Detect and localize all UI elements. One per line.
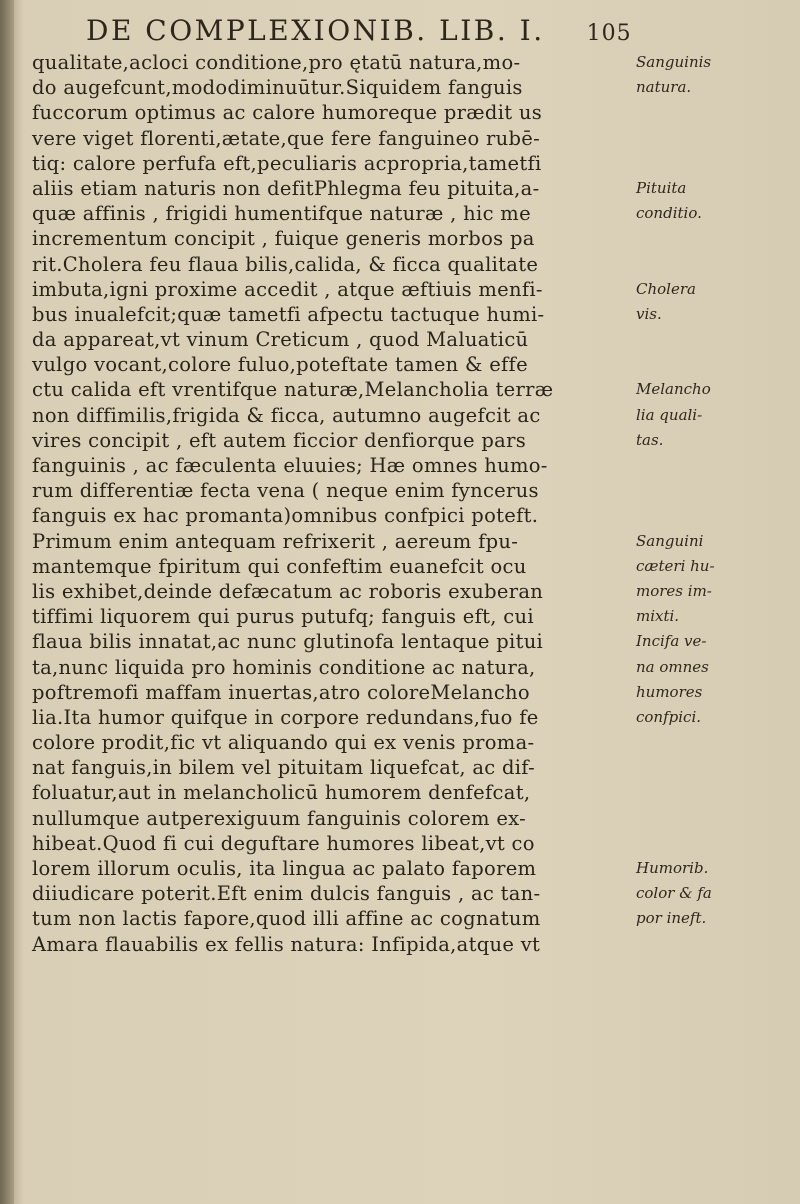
margin-note: Pituita [636,178,687,197]
text-line: da appareat,vt vinum Creticum , quod Maluaticū [32,328,529,352]
text-line: hibeat.Quod fi cui deguftare humores libeat,vt co [32,831,535,855]
text-line: tiffimi liquorem qui purus putufq; fanguis eft, cui [32,605,534,629]
text-line: flaua bilis innatat,ac nunc glutinofa lentaque pitui [32,630,544,654]
text-line: rum differentiæ fecta vena ( neque enim fyncerus [32,479,539,503]
text-line: tiq: calore perfufa eft,peculiaris acpropria,tametfi [32,151,542,175]
margin-note [636,478,786,503]
text-line: nullumque autperexiguum fanguinis colorem ex- [32,806,527,830]
margin-note: humores [636,682,703,701]
text-line: incrementum concipit , fuique generis morbos pa [32,227,535,251]
margin-note [636,252,786,277]
text-line: ta,nunc liquida pro hominis conditione ac natura, [32,655,536,679]
text-line: rit.Cholera feu flaua bilis,calida, & ficca qualitate [32,252,539,276]
text-line: diiudicare poterit.Eft enim dulcis fanguis , ac tan- [32,882,541,906]
text-line: do augefcunt,mododiminuūtur.Siquidem fanguis [32,76,523,100]
margin-note [636,831,786,856]
margin-note [636,730,786,755]
margin-note [636,100,786,125]
text-line: fanguinis , ac fæculenta eluuies; Hæ omnes humo- [32,454,548,477]
margin-note: por ineft. [636,909,707,928]
page-number: 105 [586,21,632,46]
margin-note [636,932,786,957]
margin-note: Melancho [636,380,711,399]
margin-note: vis. [636,304,662,323]
margin-note: mores im- [636,581,712,600]
text-line: bus inualefcit;quæ tametfi afpectu tactuque humi- [32,302,545,326]
margin-notes-column [636,50,786,957]
text-line: poftremofi maffam inuertas,atro coloreMelancho [32,680,530,704]
running-title: DE COMPLEXIONIB. LIB. I. [86,14,545,47]
margin-note: Humorib. [636,859,709,877]
margin-note: confpici. [636,707,702,726]
page-gutter [0,0,14,1204]
margin-note: mixti. [636,607,680,626]
text-line: Primum enim antequam refrixerit , aereum fpu- [32,529,519,553]
text-line: aliis etiam naturis non defitPhlegma feu pituita,a- [32,176,540,200]
margin-note: na omnes [636,657,709,676]
text-line: quæ affinis , frigidi humentifque naturæ , hic me [32,202,531,226]
margin-note [636,806,786,831]
margin-note [636,226,786,251]
margin-note: conditio. [636,204,702,223]
text-line: lia.Ita humor quifque in corpore redundans,fuo fe [32,705,539,729]
text-line: fuccorum optimus ac calore humoreque prædit us [32,101,543,125]
text-line: ctu calida eft vrentifque naturæ,Melancholia terræ [32,378,554,402]
text-line: vere viget florenti,ætate,que fere fanguineo rubē- [32,126,540,150]
margin-note: lia quali- [636,405,703,424]
text-line: vulgo vocant,colore fuluo,poteftate tamen & effe [32,353,528,377]
text-line: colore prodit,fic vt aliquando qui ex venis proma- [32,731,535,755]
text-line: tum non lactis fapore,quod illi affine ac cognatum [32,907,541,931]
text-line: Amara flauabilis ex fellis natura: Infipida,atque vt [32,932,541,956]
text-line: lorem illorum oculis, ita lingua ac palato faporem [32,857,537,880]
margin-note: Sanguini [636,531,704,550]
margin-note: Cholera [636,279,696,298]
margin-note: Incifa ve- [636,632,707,651]
margin-note [636,327,786,352]
text-line: nat fanguis,in bilem vel pituitam liquefcat, ac dif- [32,756,536,780]
margin-note: color & fa [636,884,712,903]
margin-note [636,126,786,151]
margin-note: Sanguinis [636,53,712,71]
text-line: non diffimilis,frigida & ficca, autumno augefcit ac [32,403,541,427]
margin-note: natura. [636,78,692,97]
text-line: mantemque fpiritum qui confeftim euanefcit ocu [32,554,527,578]
text-line: vires concipit , eft autem ficcior denfiorque pars [32,428,526,452]
text-line: imbuta,igni proxime accedit , atque æftiuis menfi- [32,277,543,301]
margin-note: cæteri hu- [636,556,715,575]
margin-note [636,151,786,176]
main-text-block [32,50,632,957]
text-line: fanguis ex hac promanta)omnibus confpici poteft. [32,504,539,528]
margin-note [636,453,786,478]
running-header [86,14,646,50]
margin-note [636,755,786,780]
margin-note [636,352,786,377]
margin-note: tas. [636,430,664,449]
text-line: qualitate,acloci conditione,pro ętatū natura,mo- [32,51,521,74]
text-line: foluatur,aut in melancholicū humorem denfefcat, [32,781,531,805]
text-line: lis exhibet,deinde defæcatum ac roboris exuberan [32,579,544,603]
margin-note [636,780,786,805]
margin-note [636,503,786,528]
